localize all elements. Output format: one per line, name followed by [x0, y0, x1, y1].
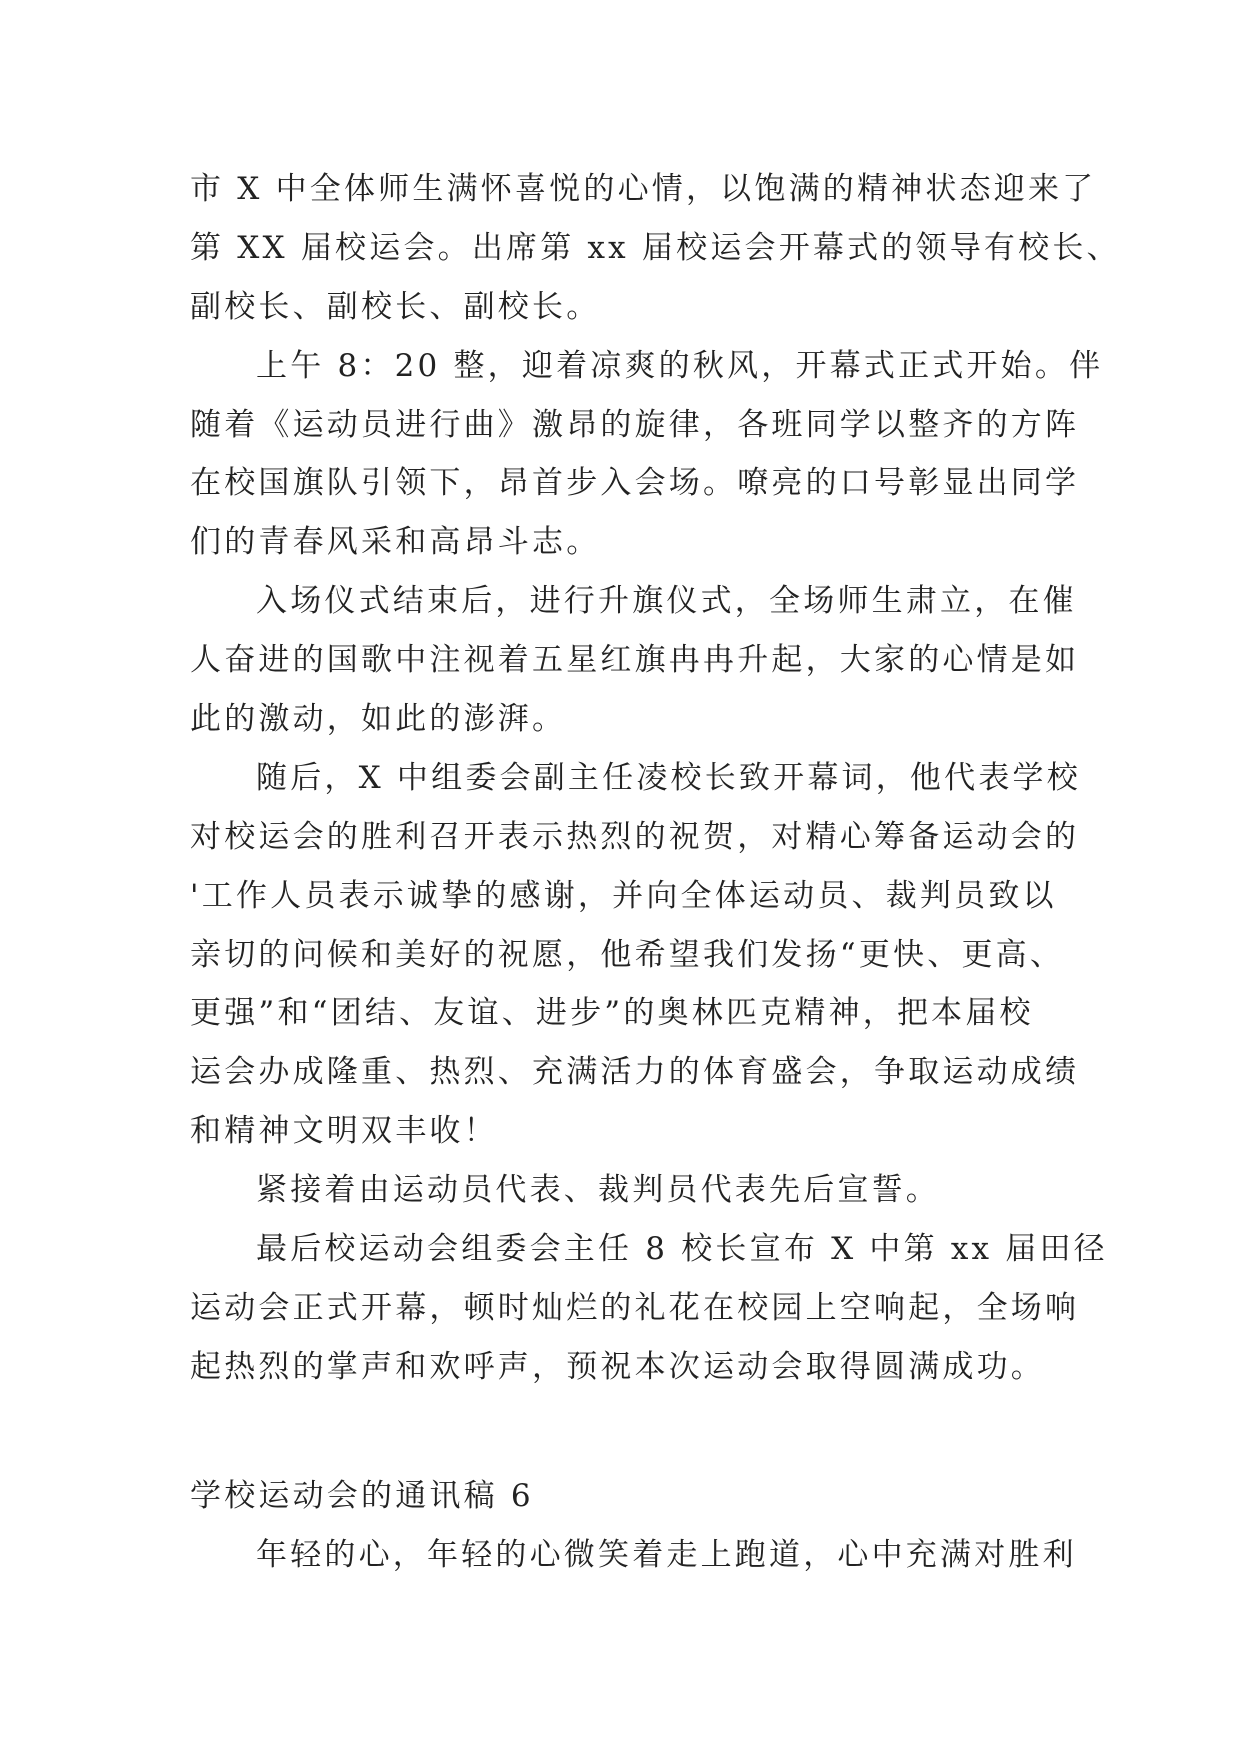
text-line: 副校长、副校长、副校长。 — [190, 288, 601, 325]
text-line: 年轻的心，年轻的心微笑着走上跑道，心中充满对胜利 — [256, 1536, 1077, 1573]
text-line: 运动会正式开幕，顿时灿烂的礼花在校园上空响起，全场响 — [190, 1289, 1080, 1326]
section-spacer — [190, 1397, 1060, 1467]
text-line: 起热烈的掌声和欢呼声，预祝本次运动会取得圆满成功。 — [190, 1348, 1045, 1385]
text-line: 第 XX 届校运会。出席第 xx 届校运会开幕式的领导有校长、 — [190, 229, 1121, 266]
text-line: 和精神文明双丰收！ — [190, 1113, 498, 1150]
text-line: 市 X 中全体师生满怀喜悦的心情，以饱满的精神状态迎来了 — [190, 171, 1097, 207]
text-line: 上午 8：20 整，迎着凉爽的秋风，开幕式正式开始。伴 — [256, 347, 1104, 384]
section-title: 学校运动会的通讯稿 6 — [190, 1477, 534, 1514]
text-line: 们的青春风采和高昂斗志。 — [190, 524, 601, 561]
text-line: 随后，X 中组委会副主任凌校长致开幕词，他代表学校 — [256, 759, 1081, 796]
text-line: 在校国旗队引领下，昂首步入会场。嘹亮的口号彰显出同学 — [190, 465, 1080, 502]
text-line: 更强”和“团结、友谊、进步”的奥林匹克精神，把本届校 — [190, 995, 1034, 1032]
text-line: 紧接着由运动员代表、裁判员代表先后宣誓。 — [256, 1172, 940, 1209]
text-line: 人奋进的国歌中注视着五星红旗冉冉升起，大家的心情是如 — [190, 642, 1080, 679]
text-line: 此的激动，如此的澎湃。 — [190, 701, 567, 738]
text-line: 随着《运动员进行曲》激昂的旋律，各班同学以整齐的方阵 — [190, 406, 1080, 443]
text-line: 对校运会的胜利召开表示热烈的祝贺，对精心筹备运动会的 — [190, 818, 1080, 855]
text-line: '工作人员表示诚挚的感谢，并向全体运动员、裁判员致以 — [190, 877, 1057, 914]
text-line: 最后校运动会组委会主任 8 校长宣布 X 中第 xx 届田径 — [256, 1231, 1108, 1268]
text-line: 入场仪式结束后，进行升旗仪式，全场师生肃立，在催 — [256, 583, 1077, 620]
text-line: 运会办成隆重、热烈、充满活力的体育盛会，争取运动成绩 — [190, 1054, 1080, 1091]
text-line: 亲切的问候和美好的祝愿，他希望我们发扬“更快、更高、 — [190, 936, 1065, 973]
document-body — [190, 160, 1121, 1584]
